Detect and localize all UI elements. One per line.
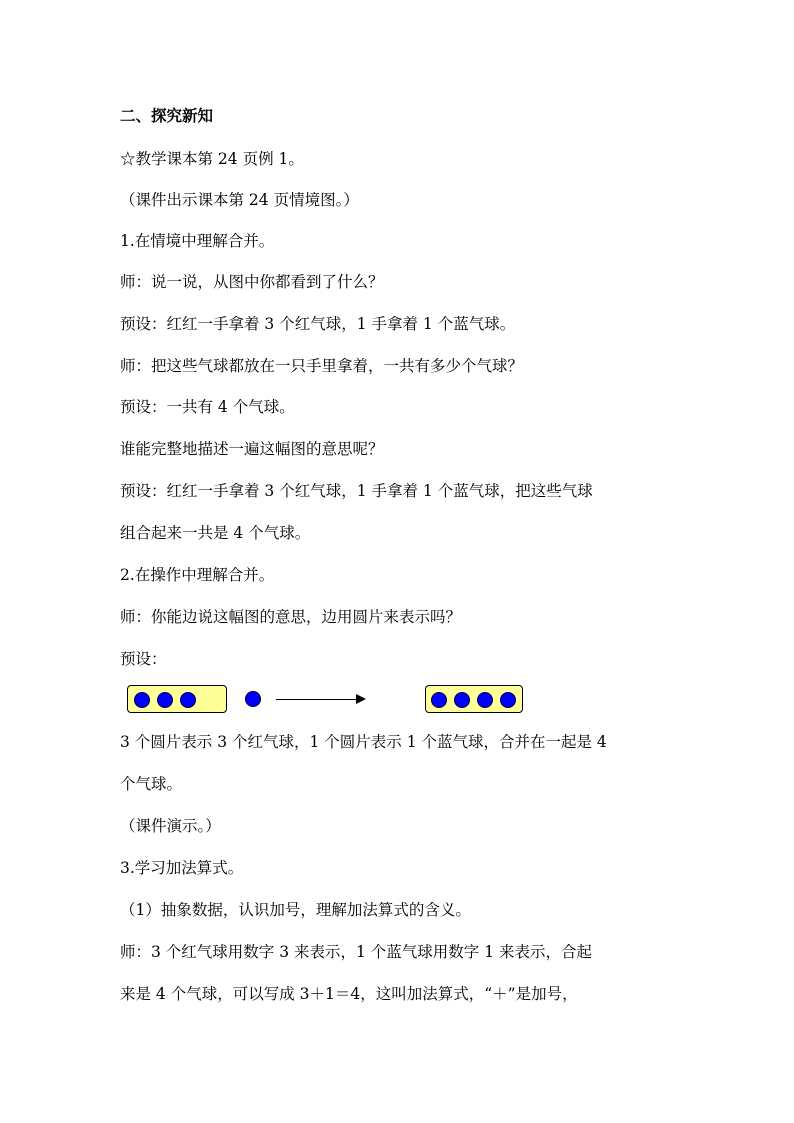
paragraph-teacher-question-2: 师：把这些气球都放在一只手里拿着，一共有多少个气球？ [120, 357, 524, 375]
paragraph-preset-label: 预设： [120, 650, 167, 668]
paragraph-preset-answer-2: 预设：一共有 4 个气球。 [120, 398, 295, 416]
paragraph-courseware-note: （课件出示课本第 24 页情境图。） [120, 191, 359, 209]
tray-four-discs [425, 685, 523, 713]
disc [431, 692, 447, 708]
paragraph-abstract-data: （1）抽象数据，认识加号，理解加法算式的含义。 [120, 901, 471, 919]
paragraph-preset-answer-1: 预设：红红一手拿着 3 个红气球，1 手拿着 1 个蓝气球。 [120, 315, 516, 333]
paragraph-preset-answer-3a: 预设：红红一手拿着 3 个红气球，1 手拿着 1 个蓝气球，把这些气球 [120, 482, 593, 500]
disc [454, 692, 470, 708]
disc [134, 692, 150, 708]
paragraph-example-reference: ☆教学课本第 24 页例 1。 [120, 150, 304, 168]
subheading-operation: 2.在操作中理解合并。 [120, 566, 275, 584]
paragraph-question-describe: 谁能完整地描述一遍这幅图的意思呢？ [120, 440, 384, 458]
paragraph-disc-explanation-b: 个气球。 [120, 775, 183, 793]
disc [477, 692, 493, 708]
disc [157, 692, 173, 708]
paragraph-preset-answer-3b: 组合起来一共是 4 个气球。 [120, 524, 311, 542]
arrow-line [276, 699, 362, 701]
disc [500, 692, 516, 708]
single-disc [245, 691, 261, 707]
paragraph-teacher-question-1: 师：说一说，从图中你都看到了什么？ [120, 273, 384, 291]
paragraph-teacher-explanation-b: 来是 4 个气球，可以写成 3＋1＝4，这叫加法算式，“＋”是加号， [120, 985, 578, 1003]
section-heading: 二、探究新知 [120, 107, 214, 125]
paragraph-teacher-explanation-a: 师：3 个红气球用数字 3 来表示，1 个蓝气球用数字 1 来表示，合起 [120, 943, 593, 961]
disc-combination-diagram [127, 683, 527, 717]
subheading-addition: 3.学习加法算式。 [120, 859, 244, 877]
paragraph-disc-explanation-a: 3 个圆片表示 3 个红气球，1 个圆片表示 1 个蓝气球，合并在一起是 4 [120, 733, 607, 751]
arrow-right-icon [356, 694, 366, 704]
paragraph-teacher-question-3: 师：你能边说这幅图的意思，边用圆片来表示吗？ [120, 608, 462, 626]
subheading-situation: 1.在情境中理解合并。 [120, 232, 275, 250]
tray-three-discs [127, 685, 227, 713]
paragraph-courseware-demo: （课件演示。） [120, 817, 221, 835]
disc [180, 692, 196, 708]
